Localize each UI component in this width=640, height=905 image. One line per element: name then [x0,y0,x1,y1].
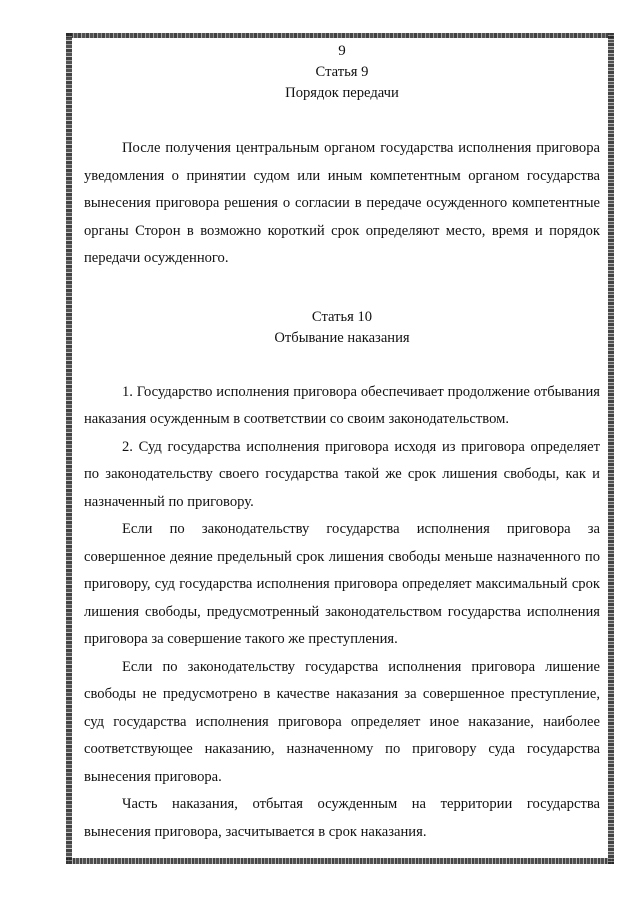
article-10-paragraph-2: 2. Суд государства исполнения приговора исходя из приговора определяет по законодательству своего государства такой же срок лишения свободы, как и назначенный по приговору. [84,438,600,510]
article-10-paragraph-5: Часть наказания, отбытая осужденным на территории государства вынесения приговора, засчитывается в срок наказания. [84,796,600,840]
article-9-title: Статья 9 [315,64,369,80]
article-10-paragraph-4: Если по законодательству государства исполнения приговора лишение свободы не предусмотрено в качестве наказания за совершенное преступление, суд государства исполнения приговора определяет иное наказание, наиболее соответствующее наказанию, назначенному по приговору суда государства вынесения приговора. [84,658,600,785]
article-10 [84,307,600,847]
article-10-paragraph-3: Если по законодательству государства исполнения приговора за совершенное деяние предельный срок лишения свободы меньше назначенного по приговору, суд государства исполнения приговора определяет максимальный срок лишения свободы, предусмотренный законодательством государства исполнения приговора за совершение такого же преступления. [84,521,600,647]
scan-border-bottom [66,858,614,864]
article-10-subtitle: Отбывание наказания [274,329,410,346]
article-10-paragraph-1: 1. Государство исполнения приговора обеспечивает продолжение отбывания наказания осужденным в соответствии со своим законодательством. [84,383,600,427]
article-9-subtitle: Порядок передачи [285,85,399,101]
document-body [84,40,600,846]
scan-border-left [66,33,72,864]
scan-border-top [66,33,614,38]
scan-border-right [608,33,614,864]
article-9 [84,62,600,273]
article-10-title: Статья 10 [311,308,373,325]
page-number: 9 [338,43,346,59]
article-9-paragraph-1: После получения центральным органом государства исполнения приговора уведомления о принятии судом или иным компетентным органом государства вынесения приговора решения о согласии в передаче осужденного компетентные органы Сторон в возможно короткий срок определяют место, время и порядок передачи осужденного. [84,140,600,266]
